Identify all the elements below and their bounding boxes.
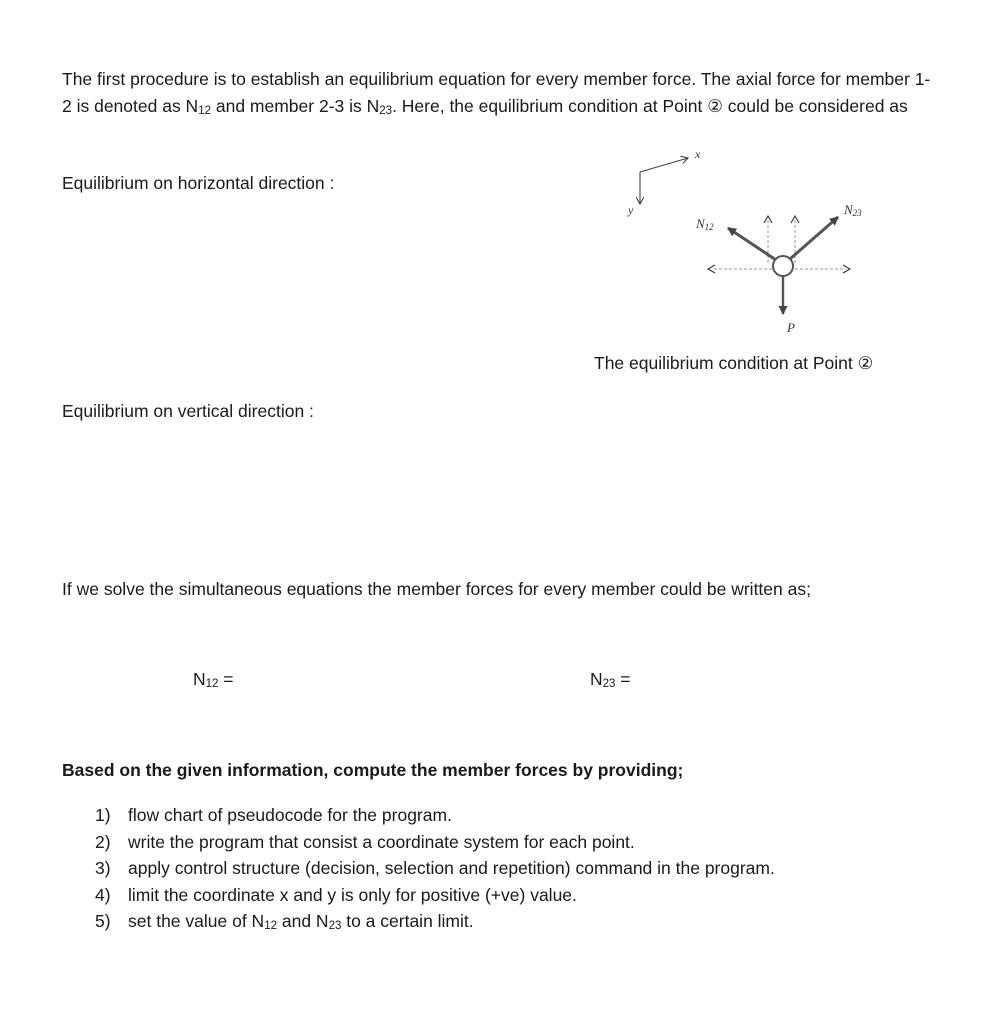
intro-paragraph: The first procedure is to establish an equilibrium equation for every member force. The axial force for member 1-2 is denoted as $N_{12}$ and member 2-3 is $N_{23}$. Here, the equilibrium condition at Point ② could be considered as (62, 69, 931, 117)
n23-label: N23 (844, 202, 862, 218)
list-item: 1) flow chart of pseudocode for the program. (95, 805, 452, 825)
axis-y-label: y (628, 203, 634, 217)
list-item: 3) apply control structure (decision, selection and repetition) command in the program. (95, 858, 775, 878)
list-item: 5) set the value of $N_{12}$ and $N_{23}$ to a certain limit. (95, 911, 474, 932)
list-item: 2) write the program that consist a coordinate system for each point. (95, 831, 635, 852)
load-p-label: P (787, 320, 795, 335)
solve-paragraph: If we solve the simultaneous equations the member forces for every member could be written as; (62, 579, 811, 599)
task-list (95, 802, 775, 935)
task-heading: Based on the given information, compute the member forces by providing; (62, 760, 684, 780)
vertical-equilibrium-label: Equilibrium on vertical direction : (62, 401, 314, 421)
load-p (783, 276, 795, 335)
equilibrium-diagram (600, 142, 910, 342)
figure-caption: The equilibrium condition at Point ② (594, 353, 874, 373)
axis-triad (627, 147, 701, 217)
member-force-n23 (790, 202, 862, 259)
horizontal-equilibrium-label: Equilibrium on horizontal direction : (62, 173, 335, 193)
axis-x-label: x (695, 147, 701, 161)
result-n23: $N_{23}$ = (590, 669, 631, 690)
result-n12: $N_{12}$ = (193, 669, 234, 690)
joint-node-2 (773, 256, 793, 276)
n12-label: N12 (696, 216, 714, 232)
list-item: 4) limit the coordinate x and y is only for positive (+ve) value. (95, 884, 577, 905)
